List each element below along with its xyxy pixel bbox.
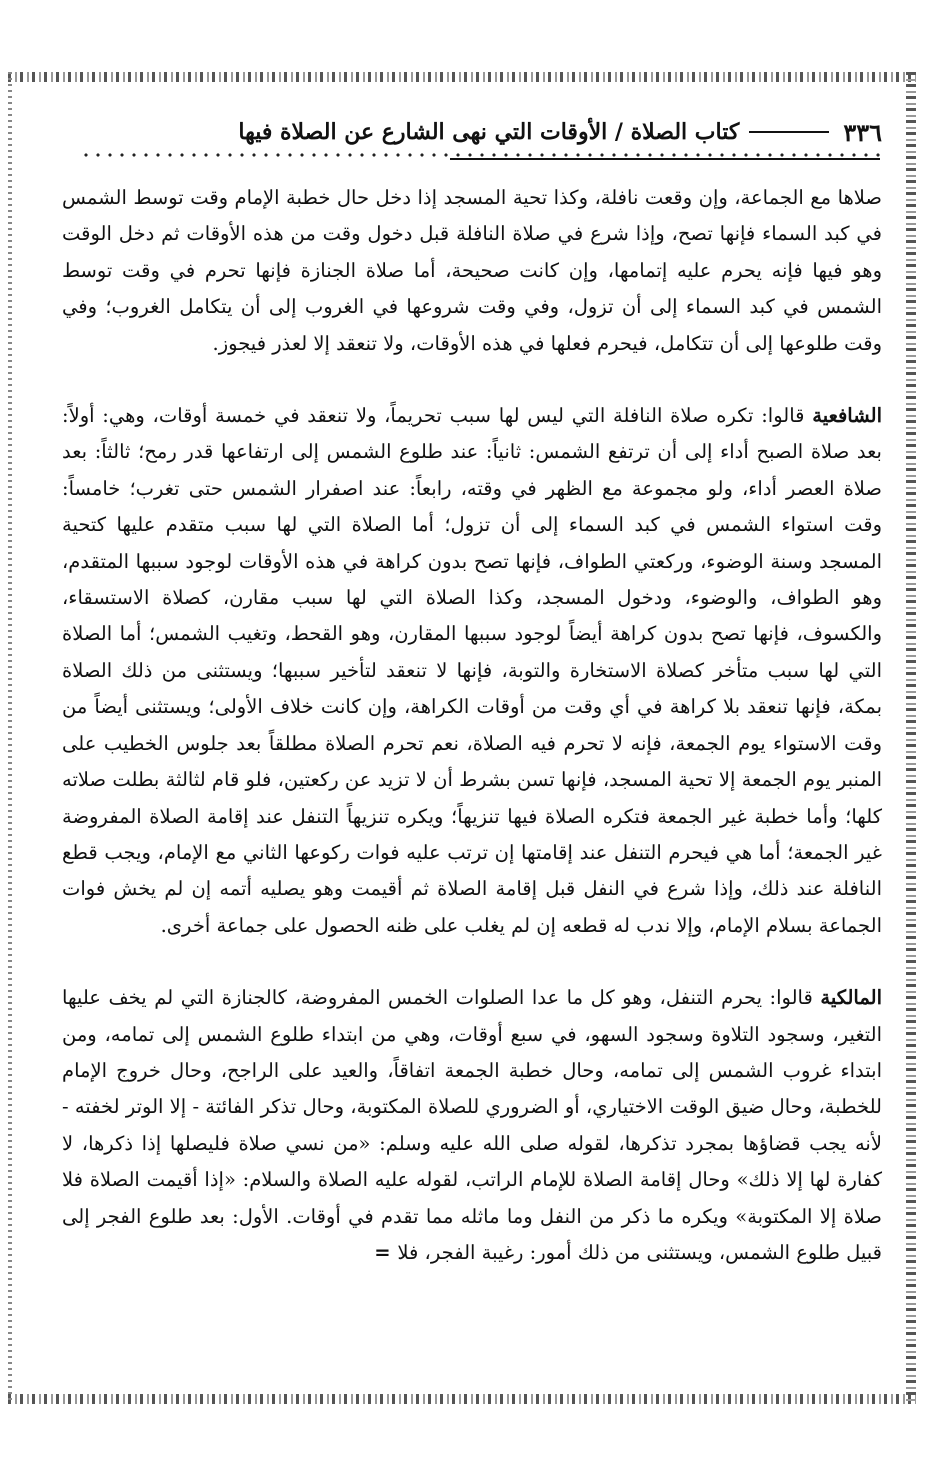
- running-title: كتاب الصلاة / الأوقات التي نهى الشارع عن الصلاة فيها: [238, 119, 740, 145]
- ornamental-border-top: [8, 72, 916, 82]
- header-underline: [450, 158, 880, 160]
- page-number: ٣٣٦: [843, 117, 882, 147]
- header-rule: [749, 131, 829, 133]
- continuation-mark: =: [374, 1240, 398, 1264]
- page-header: [80, 112, 882, 152]
- paragraph-shafii: [62, 398, 882, 944]
- paragraph-maliki: [62, 980, 882, 1271]
- ornamental-border-bottom: [8, 1394, 916, 1404]
- paragraph-text: قالوا: تكره صلاة النافلة التي ليس لها سبب تحريماً، ولا تنعقد في خمسة أوقات، وهي: أولاً: بعد صلاة الصبح أداء إلى أن ترتفع الشمس: ثانياً: عند طلوع الشمس إلى ارتفاعها قدر رمح؛ ثالثاً: بعد صلاة العصر أداء، ولو مجموعة مع الظهر في وقته، رابعاً: عند اصفرار الشمس حتى تغرب؛ خامساً: وقت استواء الشمس في كبد السماء إلى أن تزول؛ أما الصلاة التي لها سبب متقدم عليها كتحية المسجد وسنة الوضوء، وركعتي الطواف، فإنها تصح بدون كراهة في هذه الأوقات لوجود سببها المتقدم، وهو الطواف، والوضوء، ودخول المسجد، وكذا الصلاة التي لها سبب مقارن، كصلاة الاستسقاء، والكسوف، فإنها تصح بدون كراهة أيضاً لوجود سببها المقارن، وهو القحط، وتغيب الشمس؛ أما الصلاة التي لها سبب متأخر كصلاة الاستخارة والتوبة، فإنها لا تنعقد لتأخير سببها؛ ويستثنى من ذلك الصلاة بمكة، فإنها تنعقد بلا كراهة في أي وقت من أوقات الكراهة، وإن كانت خلاف الأولى؛ ويستثنى أيضاً من وقت الاستواء يوم الجمعة، فإنه لا تحرم فيه الصلاة، نعم تحرم الصلاة مطلقاً بعد جلوس الخطيب على المنبر يوم الجمعة إلا تحية المسجد، فإنها تسن بشرط أن لا تزيد عن ركعتين، فلو قام لثالثة بطلت صلاته كلها؛ وأما خطبة غير الجمعة فتكره الصلاة فيها تنزيهاً؛ ويكره تنزيهاً التنفل عند إقامة الصلاة المفروضة غير الجمعة؛ أما هي فيحرم التنفل عند إقامتها إن ترتب عليه فوات ركوعها الثاني مع الإمام، ويجب قطع النافلة عند ذلك، وإذا شرع في النفل قبل إقامة الصلاة ثم أقيمت وهو يصليه أتمه إن لم يخش فوات الجماعة بسلام الإمام، وإلا ندب له قطعه إن لم يغلب على ظنه الحصول على جماعة أخرى.: [62, 404, 882, 937]
- footnote-body: [62, 180, 882, 1307]
- madhhab-heading-shafii: الشافعية: [812, 404, 882, 428]
- paragraph-text: قالوا: يحرم التنفل، وهو كل ما عدا الصلوات الخمس المفروضة، كالجنازة التي لم يخف عليها التغير، وسجود التلاوة وسجود السهو، في سبع أوقات، وهي من ابتداء طلوع الشمس إلى تمامه، ومن ابتداء غروب الشمس إلى تمامه، وحال خطبة الجمعة اتفاقاً، والعيد على الراجح، وحال خروج الإمام للخطبة، وحال ضيق الوقت الاختياري، أو الضروري للصلاة المكتوبة، وحال تذكر الفائتة - إلا الوتر لخفته - لأنه يجب قضاؤها بمجرد تذكرها، لقوله صلى الله عليه وسلم: «من نسي صلاة فليصلها إذا ذكرها، لا كفارة لها إلا ذلك» وحال إقامة الصلاة للإمام الراتب، لقوله عليه الصلاة والسلام: «إذا أقيمت الصلاة فلا صلاة إلا المكتوبة» ويكره ما ذكر من النفل وما ماثله مما تقدم في أوقات. الأول: بعد طلوع الفجر إلى قبيل طلوع الشمس، ويستثنى من ذلك أمور: رغيبة الفجر، فلا: [62, 986, 882, 1264]
- paragraph-text: صلاها مع الجماعة، وإن وقعت نافلة، وكذا تحية المسجد إذا دخل حال خطبة الإمام وقت توسط الشمس في كبد السماء فإنها تصح، وإذا شرع في صلاة النافلة قبل دخول وقت من هذه الأوقات ثم دخل الوقت وهو فيها فإنه يحرم عليه إتمامها، وإن كانت صحيحة، أما صلاة الجنازة فإنها تحرم في وقت توسط الشمس في كبد السماء إلى أن تزول، وفي وقت شروعها في الغروب إلى أن يتكامل الغروب؛ وفي وقت طلوعها إلى أن تتكامل، فيحرم فعلها في هذه الأوقات، ولا تنعقد إلا لعذر فيجوز.: [62, 186, 882, 355]
- madhhab-heading-maliki: المالكية: [820, 986, 882, 1010]
- ornamental-border-right: [906, 72, 916, 1404]
- ornamental-border-left: [8, 72, 12, 1404]
- paragraph-continuation: [62, 180, 882, 362]
